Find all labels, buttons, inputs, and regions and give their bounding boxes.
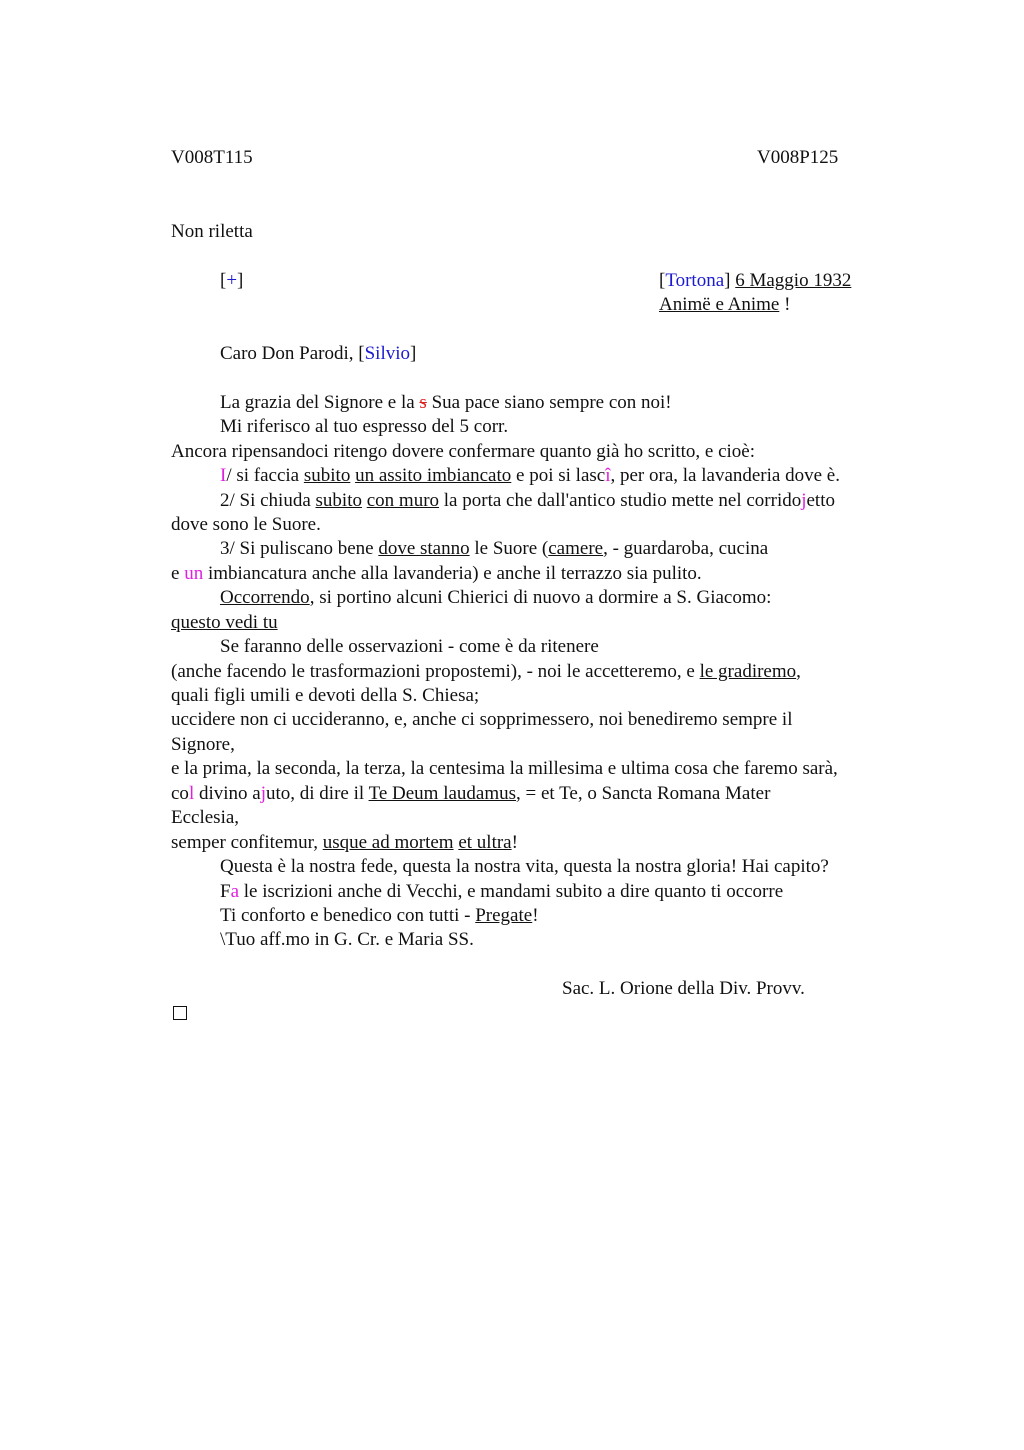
body-line: Ti conforto e benedico con tutti - Pregate! [220, 905, 539, 926]
doc-code-right: V008P125 [757, 147, 839, 168]
body-line: \Tuo aff.mo in G. Cr. e Maria SS. [220, 929, 474, 950]
place-date: [Tortona] 6 Maggio 1932 [659, 270, 852, 291]
body-line: Mi riferisco al tuo espresso del 5 corr. [220, 416, 509, 437]
salutation: Caro Don Parodi, [Silvio] [220, 343, 417, 364]
body-line: dove sono le Suore. [171, 514, 321, 535]
body-line: Occorrendo, si portino alcuni Chierici di nuovo a dormire a S. Giacomo: [220, 587, 772, 608]
body-line: semper confitemur, usque ad mortem et ultra! [171, 832, 518, 853]
body-line: Ecclesia, [171, 807, 240, 828]
body-line: e un imbiancatura anche alla lavanderia) e anche il terrazzo sia pulito. [171, 563, 702, 584]
body-line: uccidere non ci uccideranno, e, anche ci sopprimessero, noi benediremo sempre il [171, 709, 793, 730]
letter-date: 6 Maggio 1932 [735, 270, 852, 291]
body-line: col divino ajuto, di dire il Te Deum laudamus, = et Te, o Sancta Romana Mater [171, 783, 771, 804]
body-line: quali figli umili e devoti della S. Chiesa; [171, 685, 480, 706]
body-line: Questa è la nostra fede, questa la nostra vita, questa la nostra gloria! Hai capito? [220, 856, 829, 877]
body-line: questo vedi tu [171, 612, 278, 633]
body-line: (anche facendo le trasformazioni propostemi), - noi le accetteremo, e le gradiremo, [171, 661, 801, 682]
cross-mark: [+] [220, 270, 244, 291]
body-line: 3/ Si puliscano bene dove stanno le Suore (camere, - guardaroba, cucina [220, 538, 769, 559]
body-line: I/ si faccia subito un assito imbiancato e poi si lascî, per ora, la lavanderia dove è. [220, 465, 840, 486]
review-status: Non riletta [171, 221, 253, 242]
body-line: Fa le iscrizioni anche di Vecchi, e mandami subito a dire quanto ti occorre [220, 881, 784, 902]
body-line: Se faranno delle osservazioni - come è da ritenere [220, 636, 599, 657]
place-name: Tortona [665, 270, 725, 291]
signature: Sac. L. Orione della Div. Provv. [562, 978, 805, 999]
checkbox-square-icon [173, 1006, 187, 1020]
body-line: e la prima, la seconda, la terza, la centesima la millesima e ultima cosa che faremo sarà, [171, 758, 838, 779]
body-line: Ancora ripensandoci ritengo dovere confermare quanto già ho scritto, e cioè: [171, 441, 756, 462]
motto: Animë e Anime ! [659, 294, 791, 315]
body-line: 2/ Si chiuda subito con muro la porta che dall'antico studio mette nel corridojetto [220, 490, 835, 511]
doc-code-left: V008T115 [171, 147, 253, 168]
body-line: Signore, [171, 734, 235, 755]
body-line: La grazia del Signore e la s Sua pace siano sempre con noi! [220, 392, 672, 413]
